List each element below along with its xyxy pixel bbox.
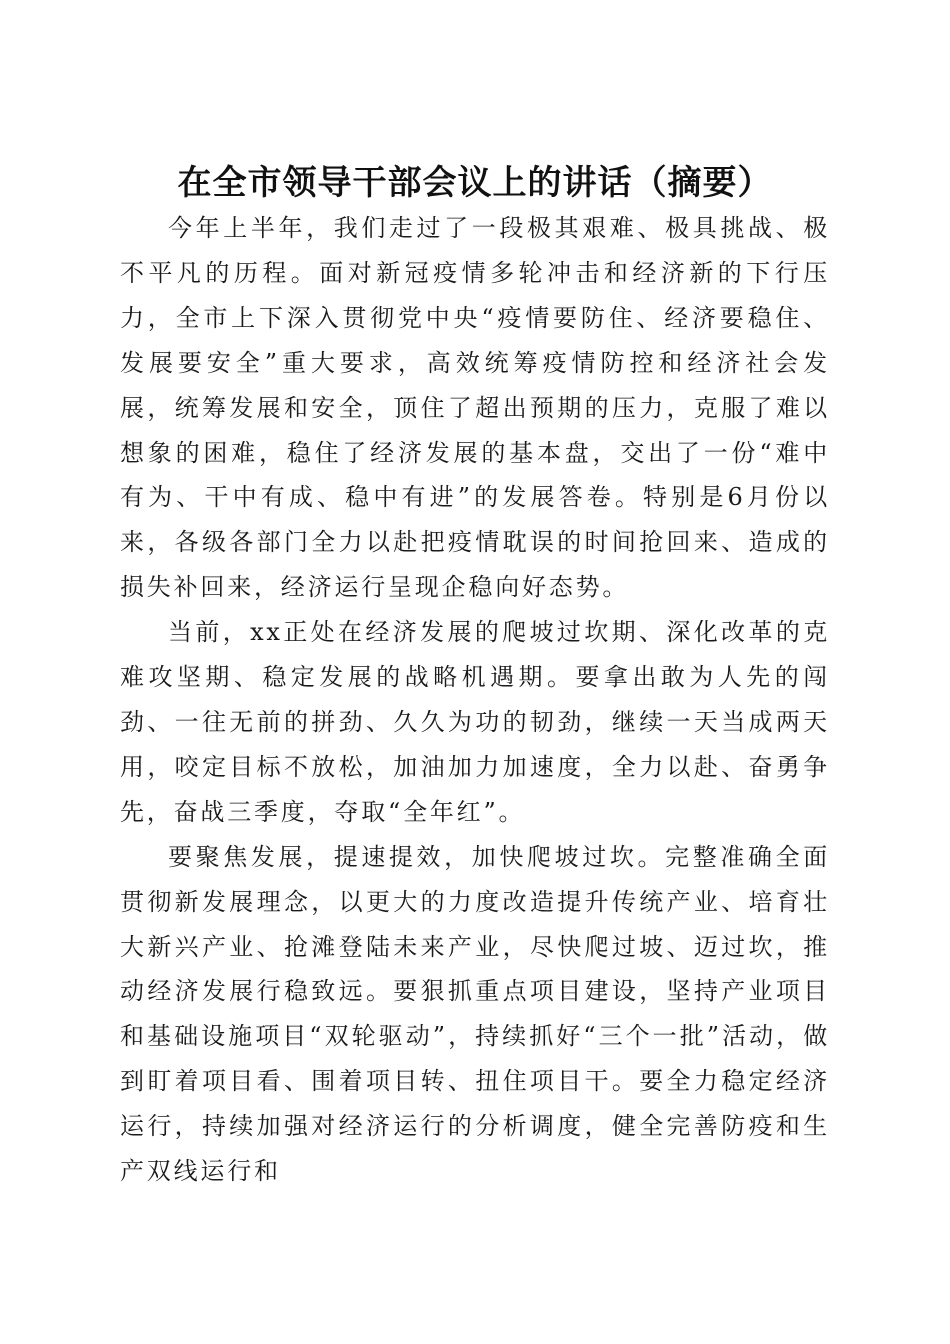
paragraph-2: 当前，xx正处在经济发展的爬坡过坎期、深化改革的克难攻坚期、稳定发展的战略机遇期。要拿出敢为人先的闯劲、一往无前的拼劲、久久为功的韧劲，继续一天当成两天用，咬定目标不放松，加油加力加速度，全力以赴、奋勇争先，奋战三季度，夺取“全年红”。	[120, 618, 830, 826]
document-body	[120, 206, 830, 1194]
paragraph-1: 今年上半年，我们走过了一段极其艰难、极具挑战、极不平凡的历程。面对新冠疫情多轮冲击和经济新的下行压力，全市上下深入贯彻党中央“疫情要防住、经济要稳住、发展要安全”重大要求，高效统筹疫情防控和经济社会发展，统筹发展和安全，顶住了超出预期的压力，克服了难以想象的困难，稳住了经济发展的基本盘，交出了一份“难中有为、干中有成、稳中有进”的发展答卷。特别是6月份以来，各级各部门全力以赴把疫情耽误的时间抢回来、造成的损失补回来，经济运行呈现企稳向好态势。	[120, 214, 830, 602]
paragraph-3: 要聚焦发展，提速提效，加快爬坡过坎。完整准确全面贯彻新发展理念，以更大的力度改造提升传统产业、培育壮大新兴产业、抢滩登陆未来产业，尽快爬过坡、迈过坎，推动经济发展行稳致远。要狠抓重点项目建设，坚持产业项目和基础设施项目“双轮驱动”，持续抓好“三个一批”活动，做到盯着项目看、围着项目转、扭住项目干。要全力稳定经济运行，持续加强对经济运行的分析调度，健全完善防疫和生产双线运行和	[120, 842, 830, 1186]
document-title: 在全市领导干部会议上的讲话（摘要）	[177, 162, 773, 203]
